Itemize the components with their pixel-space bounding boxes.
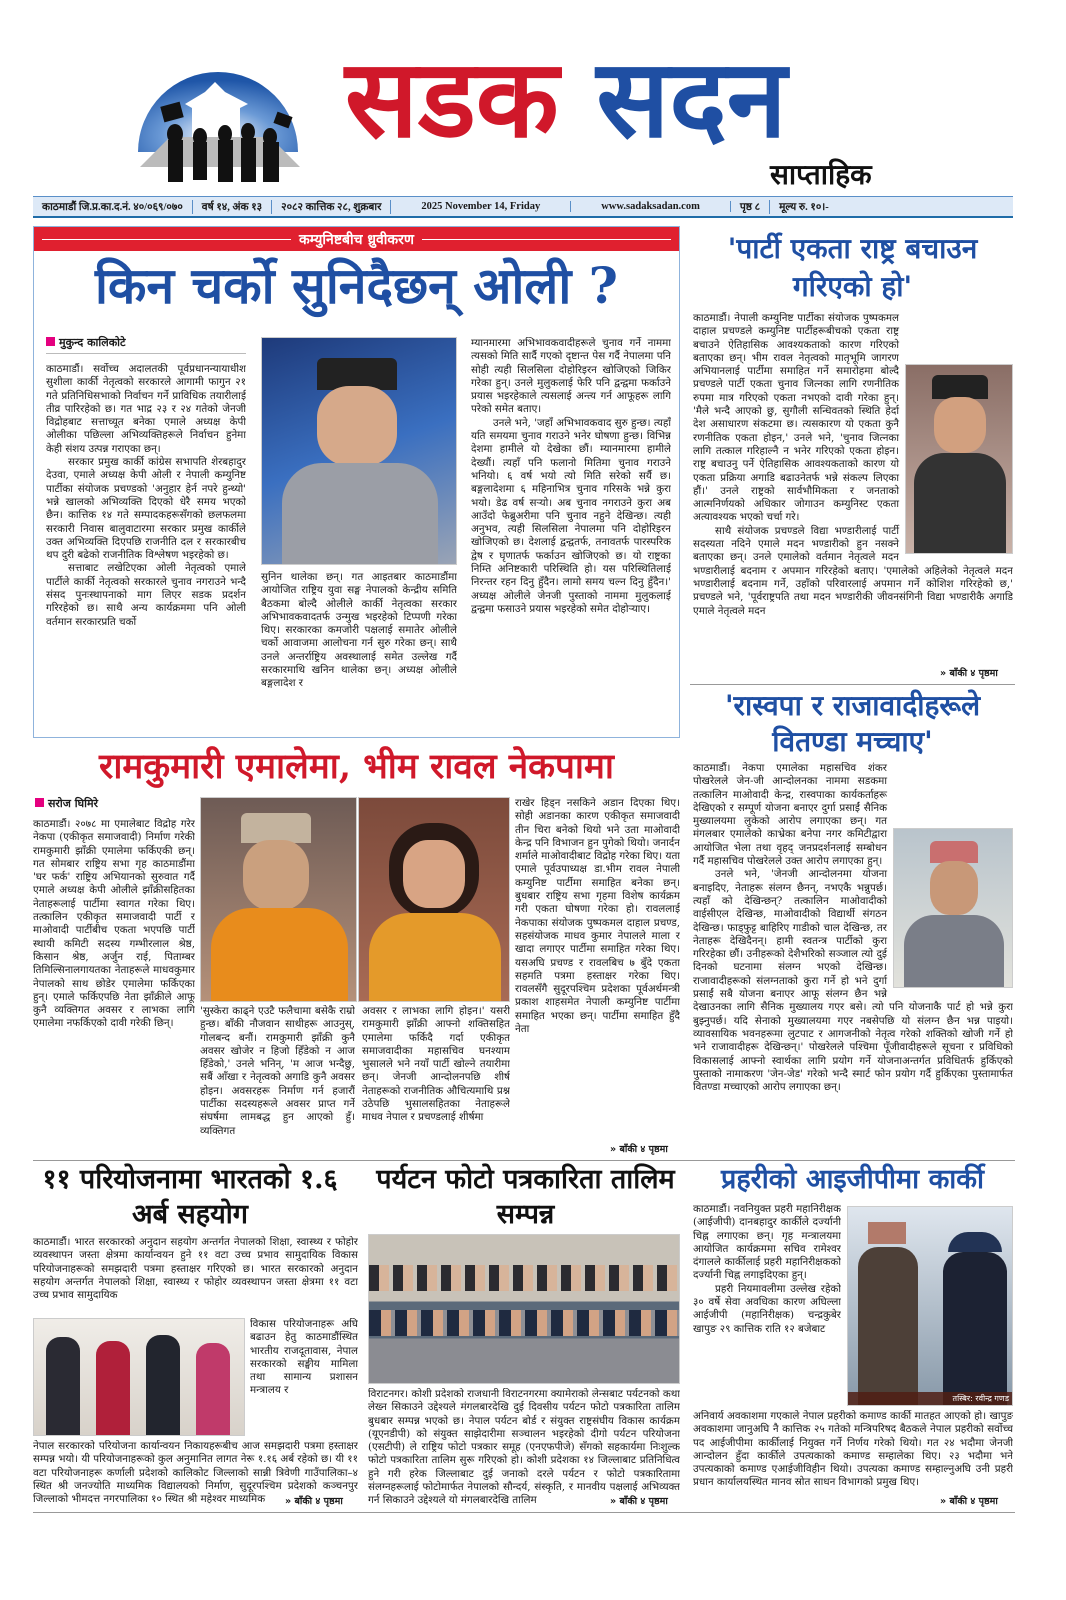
english-date: 2025 November 14, Friday [391, 201, 571, 212]
lead-col2: सुनिन थालेका छन्। गत आइतबार काठमाडौंमा आयोजित राष्ट्रिय युवा सङ्घ नेपालको केन्द्रीय समिति बैठकमा बोल्दै ओलीले कार्की नेतृत्वका सरकार अभिभावकवादतर्फ उन्मुख भइरहेको टिप्पणी गरेका थिए। सरकारका कमजोरी पक्षलाई समातेर ओलीले चर्को आवाजमा आलोचना गर्न सुरु गरेका छन्। साथै उनले अन्तर्राष्ट्रिय अवस्थालाई समेत उल्लेख गर्दै सरकारमाथि खनिन थालेका छन्। अध्यक्ष ओलीले बङ्गलादेश र [261, 571, 457, 690]
second-headline: रामकुमारी एमालेमा, भीम रावल नेकपामा [99, 746, 614, 787]
price: मूल्य रु. १०।- [779, 201, 829, 213]
page-number: पृष्ठ ८ [731, 200, 770, 214]
bottom3-continued: » बाँकी ४ पृष्ठमा [940, 1496, 998, 1507]
title-part-2: सदन [596, 37, 787, 162]
bottom2-headline: पर्यटन फोटो पत्रकारिता तालिम सम्पन्न [376, 1164, 675, 1230]
kicker: कम्युनिष्टबीच ध्रुवीकरण [299, 231, 414, 248]
bottom1-continued: » बाँकी ४ पृष्ठमा [285, 1496, 343, 1507]
second-col1: काठमाडौं। २०७८ मा एमालेबाट विद्रोह गरेर नेकपा (एकीकृत समाजवादी) निर्माण गरेकी रामकुमारी झाँक्री एमालेमा फर्किएकी छन्। गत सोमबार राष्ट्रिय सभा गृह काठमाडौंमा 'घर फर्क' राष्ट्रिय अभियानको सुरुवात गर्दै एमाले अध्यक्ष केपी ओलीले झाँक्रीसहितका नेताहरूलाई पार्टीमा स्वागत गरेका थिए। तत्कालिन एकीकृत समाजवादी पार्टी र माओवादी पार्टीबीच एकता भएपछि पार्टी स्थायी कमिटी सदस्य गम्भीरलाल श्रेष्ठ, किसान श्रेष्ठ, अर्जुन राई, पिताम्बर तिमिल्सिनालगायतका नेताहरूले माधवकुमार नेपालको साथ छोडेर एमालेमा फर्किएका हुन्। एमाले फर्किएपछि नेता झाँक्रीले आफू कुनै व्यक्तिगत अवसर र लाभका लागि एमालेमा नफर्किएको दावी गरेकी छिन्। [33, 818, 195, 1030]
second-continued: » बाँकी ४ पृष्ठमा [610, 1144, 668, 1155]
right2-headline: 'रास्वपा र राजावादीहरूले वितण्डा मच्चाए' [724, 689, 981, 758]
igp-ceremony-photo [847, 1206, 1013, 1406]
bottom3-side: काठमाडौं। नवनियुक्त प्रहरी महानिरीक्षक (आईजीपी) दानबहादुर कार्कीले दर्ज्यानी चिह्न लगाएका छन्। गृह मन्त्रालयमा आयोजित कार्यक्रममा सचिव रामेश्वर दंगालले कार्कीलाई प्रहरी महानिरीक्षकको दर्ज्यानी चिह्न लगाइदिएका हुन्। प्रहरी नियमावलीमा उल्लेख रहेको ३० वर्षे सेवा अवधिका कारण अघिल्ला आईजीपी (महानिरीक्षक) चन्द्रकुबेर खापुङ २९ कात्तिक राति १२ बजेबाट [693, 1203, 841, 1335]
right2-body: काठमाडौं। नेकपा एमालेका महासचिव शंकर पोखरेलले जेन-जी आन्दोलनका नाममा सडकमा तत्कालिन माओवादी केन्द्र, रास्वपाका कार्यकर्ताहरू देखिएको र सम्पूर्ण योजना बनाएर दुर्गा प्रसाईं सैनिक मुख्यालयमा लुकेको आरोप लगाएका छन्। गत मंगलबार एमालेको काभ्रेका बनेपा नगर कमिटीद्वारा आयोजित भेला तथा वृहद् जनप्रदर्शनलाई सम्बोधन गर्दै महासचिव पोखरेलले उक्त आरोप लगाएका हुन्। उनले भने, 'जेनजी आन्दोलनमा योजना बनाइदिए, नेताहरू संलग्न छैनन्, नभएकै भन्नुपर्छ। त्यहाँ को देखिन्छन्? तत्कालिन माओवादीको वाईसीएल देखिन्छ, माओवादीको विद्यार्थी संगठन देखिन्छ। फाड्फुट्ट बाहिरिए गाडीको चाल देखिन्छ, तर नेताहरू देखिदैनन्। हामी स्वतन्त्र पार्टीको कुरा गरिरहेका छौं। उनीहरूको देशैभरिको सञ्जाल त्यो दुई दिनको घटनामा संलग्न भएको देखिन्छ। राजावादीहरूको संलग्नताको कुरा गर्ने हो भने दुर्गा प्रसाईं सबै योजना बनाएर आफू संलग्न छैन भन्ने देखाउनका लागि सैनिक मुख्यालय गएर बसे। त्यो पनि योजनाकै पार्ट हो भन्ने कुरा बुझ्नुपर्छ। यदि सेनाको मुख्यालयमा गएर नबसेपछि यो संलग्न छैन भन्न पाइयो। व्यावसायिक भवनहरूमा लुटपाट र आगजनीको नेतृत्व गरेको शक्तिको खोजी गर्ने हो भने राजावादीहरू देखिन्छन्।' पोखरेलले पश्चिमा पूँजीवादीहरूले सूचना र प्रविधिको विकासलाई आफ्नो स्वार्थका लागि प्रयोग गर्ने योजनाअन्तर्गत प्रविधितर्फ हुर्किएको पुस्ताको नामाकरण 'जेन-जेड' गरेको भन्दै स्मार्ट फोन प्रयोग गर्दै हुर्किएका पुस्तामार्फत वितण्डा मच्चाएको आरोप लगाएका छन्। [693, 762, 1013, 1094]
right1-body: काठमाडौं। नेपाली कम्युनिष्ट पार्टीका संयोजक पुष्पकमल दाहाल प्रचण्डले कम्युनिष्ट पार्टीहरूबीचको एकता राष्ट्र बचाउने ऐतिहासिक आवश्यकताको कारण गरिएको बताएका छन्। भीम रावल नेतृत्वको मातृभूमि जागरण अभियानलाई पार्टीमा समाहित गर्ने समारोहमा बोल्दै प्रचण्डले पार्टी एकता चुनाव जित्नका लागि रणनीतिक रुपमा मात्र गरिएको एकता नभएको दावी गरेका हुन्। 'मैले भन्दै आएको छु, सुगौली सन्धिवतको स्थिति हेर्दा देश असाधारण संकटमा छ। त्यसकारण यो एकता कुनै रणनीतिक एकता होइन,' उनले भने, 'चुनाव जित्नका लागि तत्काल गरिहाल्नै न भनेर गरिएको एकता होइन। राष्ट्र बचाउनु पर्ने ऐतिहासिक आवश्यकताको कारण यो एकता प्रक्रिया अगाडि बढाउनेतर्फ भन्ने संकल्प लिएका हौं।' उनले राष्ट्रको सार्वभौमिकता र जनताको आत्मनिर्णयको अधिकार जोगाउन कम्युनिस्ट एकता अत्यावश्यक भएको चर्चा गरे। साथै संयोजक प्रचण्डले विद्या भण्डारीलाई पार्टी सदस्यता नदिने एमाले मदन भण्डारीको हुन नसक्ने बताएका छन्। उनले एमालेको वर्तमान नेतृत्वले मदन भण्डारीलाई बदनाम र अपमान गरिरहेको बताए। 'एमालेको अहिलेको नेतृत्वले मदन भण्डारीलाई बदनाम गर्ने, उहाँको परिवारलाई अपमान गर्ने कोशिश गरिरहेको छ,' प्रचण्डले भने, 'पूर्वराष्ट्रपति तथा मदन भण्डारीकी जीवनसंगिनी विद्या भण्डारीकै अगाडि एमाले नेतृत्वले मदन [693, 312, 1013, 617]
info-bar [33, 196, 1013, 218]
website-link[interactable]: www.sadaksadan.com [571, 201, 731, 212]
prachanda-photo [905, 364, 1013, 554]
oli-photo [261, 337, 457, 565]
bottom1-bottom: नेपाल सरकारको परियोजना कार्यान्वयन निकायहरूबीच आज समझदारी पत्रमा हस्ताक्षर सम्पन्न भयो। यी परियोजनाहरूको कुल अनुमानित लागत नेरू १.१६ अर्ब रहेको छ। यी ११ वटा परियोजनाहरू कर्णाली प्रदेशको कालिकोट जिल्लाको सान्नी त्रिवेणी गाउँपालिका–४ स्थित श्री जनज्योति माध्यमिक विद्यालयको निर्माण, सुदूरपश्चिम प्रदेशको कञ्चनपुर जिल्लाको भीमदत्त नगरपालिका १० स्थित श्री महेश्वर माध्यमिक [33, 1440, 358, 1506]
india-mou-photo [33, 1318, 245, 1436]
second-col2: 'सुस्केरा काढ्ने एउटै फलैचामा बसेकै राम्रो हुन्छ। बाँकी नौजवान साथीहरू आउनुस्, गोलबन्द बनौं। रामकुमारी झाँक्री कुनै अवसर खोजेर न हिजो हिँडेको न आज हिँडेको,' उनले भनिन्, 'म आज भन्दैछु, सबैं आँखा र नेतृत्वको अगाडि कुनै अवसर होइन। अवसरहरू निर्माण गर्न हजारौं पार्टीका सदस्यहरूले अवसर प्राप्त गर्ने संघर्षमा लामबद्ध हुन आएको हुँ। व्यक्तिगत [200, 1005, 355, 1137]
masthead-subtitle: साप्ताहिक [770, 158, 872, 191]
title-part-1: सडक [345, 37, 559, 162]
rawal-photo [200, 797, 357, 1002]
bottom1-headline: ११ परियोजनामा भारतको १.६ अर्ब सहयोग [42, 1164, 338, 1230]
right1-headline: 'पार्टी एकता राष्ट्र बचाउन गरिएको हो' [727, 232, 978, 303]
bottom1-side: विकास परियोजनाहरू अघि बढाउन हेतु काठमाडौंस्थित भारतीय राजदूतावास, नेपाल सरकारको सङ्घीय मामिला तथा सामान्य प्रशासन मन्त्रालय र [250, 1318, 358, 1397]
bottom2-continued: » बाँकी ४ पृष्ठमा [610, 1496, 668, 1507]
volume-issue: वर्ष १४, अंक १३ [193, 200, 272, 214]
lead-col1: काठमाडौं। सर्वोच्च अदालतकी पूर्वप्रधानन्यायाधीश सुशीला कार्की नेतृत्वको सरकारले आगामी फागुन २१ गते प्रतिनिधिसभाको निर्वाचन गर्ने प्राविधिक तयारीलाई तीव्र पारिरहेको छ। गत भाद्र २३ र २४ गतेको जेनजी विद्रोहबाट सत्ताच्यूत बनेका एमाले अध्यक्ष केपी ओलीका पछिल्ला अभिव्यक्तिहरूले निर्वाचन हुनेमा केही संशय उत्पन्न गराएका छन्। सरकार प्रमुख कार्की कांग्रेस सभापति शेरबहादुर देउवा, एमाले अध्यक्ष केपी ओली र नेपाली कम्युनिष्ट पार्टीका संयोजक प्रचण्डको 'अनुहार हेर्न नपरे हुन्थ्यो' भन्ने खालको अभिव्यक्ति दिएको धेरै समय भएको छैन। कात्तिक १४ गते सम्पादकहरूसँगको छलफलमा सरकारी निवास बालुवाटारमा सरकार प्रमुख कार्कीले उक्त अभिव्यक्ति दिएपछि राजनीति दल र सरकारबीच थप दुरी बढेको राजनीतिक विश्लेषण भइरहेको छ। सत्ताबाट लखेटिएका ओली नेतृत्वको एमाले पार्टीले कार्की नेतृत्वको सरकारले चुनाव नगराउने भन्दै संसद पुनःस्थापनाको माग लिएर सडक प्रदर्शन गरिरहेको छ। साथै अन्य कार्यक्रममा पनि ओली वर्तमान सरकारप्रति चर्को [46, 363, 246, 628]
registration-number: काठमाडौं जि.प्र.का.द.नं. ४०/०६९/०७० [33, 200, 193, 214]
jhankri-photo [358, 797, 510, 1002]
masthead-logo [130, 42, 305, 192]
lead-headline: किन चर्को सुनिदैछन् ओली ? [95, 256, 618, 315]
second-byline: सरोज घिमिरे [35, 796, 98, 811]
byline: मुकुन्द कालिकोटे [46, 335, 126, 350]
lead-article [33, 226, 680, 738]
nepali-date: २०८२ कात्तिक २८, शुक्रबार [272, 200, 391, 214]
bottom1-top: काठमाडौं। भारत सरकारको अनुदान सहयोग अन्तर्गत नेपालको शिक्षा, स्वास्थ्य र फोहोर व्यवस्थापन जस्ता क्षेत्रमा कार्यान्वयन हुने ११ वटा उच्च प्रभाव सामुदायिक विकास परियोजनाहरूको समझदारी पत्रमा हस्ताक्षर गरिएको छ। भारत सरकारको अनुदान सहयोग अन्तर्गत नेपालको शिक्षा, स्वास्थ्य र फोहोर व्यवस्थापन जस्ता क्षेत्रमा ११ वटा उच्च प्रभाव सामुदायिक [33, 1236, 358, 1302]
bottom3-bottom: अनिवार्य अवकाशमा गएकाले नेपाल प्रहरीको कमाण्ड कार्की मातहत आएको हो। खापुङ अवकाशमा जानुअघि नै कात्तिक २५ गतेको मन्त्रिपरिषद बैठकले नेपाल प्रहरीको सर्वोच्च पद आईजीपीमा कार्कीलाई नियुक्त गर्ने निर्णय गरेको थियो। गत २४ भदौमा जेनजी आन्दोलन हुँदा कार्कीले उपत्यकाको कमाण्ड सम्हालेका थिए। २३ भदौमा भने उपत्यकाको कमाण्ड एआईजीविहीन थियो। उपत्यका कमाण्ड सम्हाल्नुअघि उनी प्रहरी प्रधान कार्यालयस्थित मानव स्रोत साधन विभागको प्रमुख थिए। [693, 1410, 1013, 1489]
second-col4: राखेर हिड्न नसकिने अडान दिएका थिए। सोही अडानका कारण एकीकृत समाजवादी तीन चिरा बनेको थियो भने उता माओवादी केन्द्र पनि विभाजन हुन पुगेको थियो। जनार्दन शर्माले माओवादीबाट विद्रोह गरेका थिए। यता एमाले पूर्वउपाध्यक्ष डा.भीम रावल नेपाली कम्युनिष्ट पार्टीमा समाहित बनेका छन्। बुधबार राष्ट्रिय सभा गृहमा विशेष कार्यक्रम गरी एकता घोषणा गरेका हो। रावललाई नेकपाका संयोजक पुष्पकमल दाहाल प्रचण्ड, सहसंयोजक माधव कुमार नेपालले माला र खादा लगाएर पार्टीमा समाहित गरेका थिए। यसअघि प्रचण्ड र रावलबिच ७ बुँदे एकता सहमति पत्रमा हस्ताक्षर गरेका थिए। रावलसँगै सुदूरपश्चिम प्रदेशका पूर्वअर्थमन्त्री प्रकाश शाहसमेत नेपाली कम्युनिष्ट पार्टीमा समाहित भएका छन्। पार्टीमा समाहित हुँदै नेता [515, 797, 680, 1036]
right1-continued: » बाँकी ४ पृष्ठमा [940, 668, 998, 679]
bottom3-headline: प्रहरीको आइजीपीमा कार्की [720, 1164, 985, 1195]
kicker-ribbon [34, 227, 679, 251]
lead-col3: म्यानमारमा अभिभावकवादीहरूले चुनाव गर्ने नाममा त्यसको मिति सार्दै गएको दृष्टान्त पेस गर्दै नेपालमा पनि सोही त्यही सिलसिला दोहोरिइरन खोजिएको जिकिर गरेका हुन्। उनले मुलुकलाई फेरि पनि द्वन्द्वमा फर्काउने प्रयास भइरहेकाले त्यसलाई अन्त्य गर्न आफूहरू लागि परेको समेत बताए। उनले भने, 'जहाँ अभिभावकवाद सुरु हुन्छ। त्यहाँ यति समयमा चुनाव गराउने भनेर घोषणा हुन्छ। विभिन्न देशमा हामीले यो देखेका छौं। म्यानमारमा हामीले देख्यौं। त्यहाँ पनि फलानो मितिमा चुनाव गराउने भनियो। ६ वर्ष भयो त्यो मिति सरेको सर्यै छ। बङ्गलादेशमा ६ महिनाभित्र चुनाव गरिसके भन्ने कुरा भयो। डेढ वर्ष सऱ्यो। अब चुनाव नगराउने कुरा अब आउँदो फेब्रुअरीमा पनि चुनाव नहुने देखिन्छ। त्यही अनुभव, त्यही सिलसिला नेपालमा पनि दोहोरिइरन खोजिएको छ। देशलाई द्वन्द्वतर्फ, तनावतर्फ पारस्परिक द्वेष र घृणातर्फ फर्काउन खोजिएको छ। यो राष्ट्रका निम्ति अनिष्टकारी परिस्थिति हो। यस परिस्थितिलाई निरन्तर रहन दिनु हुँदैन। लामो समय चल्न दिनु हुँदैन।' अध्यक्ष ओलीले जेनजी पुस्ताको नाममा मुलुकलाई द्वन्द्वमा फसाउने प्रयास भइरहेको समेत दोहोऱ्याए। [471, 337, 671, 615]
photo-credit: तस्बिर: रवीन्द्र गणड [952, 1394, 1009, 1403]
bottom2-body: विराटनगर। कोशी प्रदेशको राजधानी विराटनगरमा क्यामेराको लेन्सबाट पर्यटनको कथा लेख्न सिकाउने उद्देश्यले मंगलबारदेखि दुई दिवसीय पर्यटन फोटो पत्रकारिता तालिम बुधबार सम्पन्न भएको छ। नेपाल पर्यटन बोर्ड र संयुक्त राष्ट्रसंघीय विकास कार्यक्रम (यूएनडीपी) को संयुक्त साझेदारीमा सञ्चालन भइरहेको दीगो पर्यटन परियोजना (एसटीपी) ले राष्ट्रिय फोटो पत्रकार समूह (एनएफपीजे) सँगको सहकार्यमा निःशुल्क फोटो पत्रकारिता तालिम सुरू गरिएको हो। कोशी प्रदेशका १४ जिल्लाबाट प्रतिनिधित्व हुने गरी हरेक जिल्लाबाट दुई जनाको दरले पर्यटन र फोटो पत्रकारितामा संलग्नहरूलाई फोटोमार्फत नेपालको सौन्दर्य, संस्कृति, र मानवीय पक्षलाई अभिव्यक्त गर्न सिकाउने उद्देश्यले यो मंगलबारदेखि तालिम [368, 1388, 680, 1507]
training-group-photo [368, 1234, 680, 1384]
second-col3: अवसर र लाभका लागि होइन।' यसरी रामकुमारी झाँक्री आफ्नो शक्तिसहित एमालेमा फर्किदै गर्दा एकीकृत समाजवादीका महासचिव घनश्याम भुसालले भने नयाँ पार्टी खोल्ने तयारीमा छन्। जेनजी आन्दोलनपछि शीर्ष नेताहरूको राजनीतिक औचित्यमाथि प्रश्न उठेपछि भुसालसहितका नेताहरूले माधव नेपाल र प्रचण्डलाई शीर्षमा [362, 1005, 510, 1124]
pokharel-photo [893, 828, 1013, 988]
masthead-title [345, 37, 787, 162]
